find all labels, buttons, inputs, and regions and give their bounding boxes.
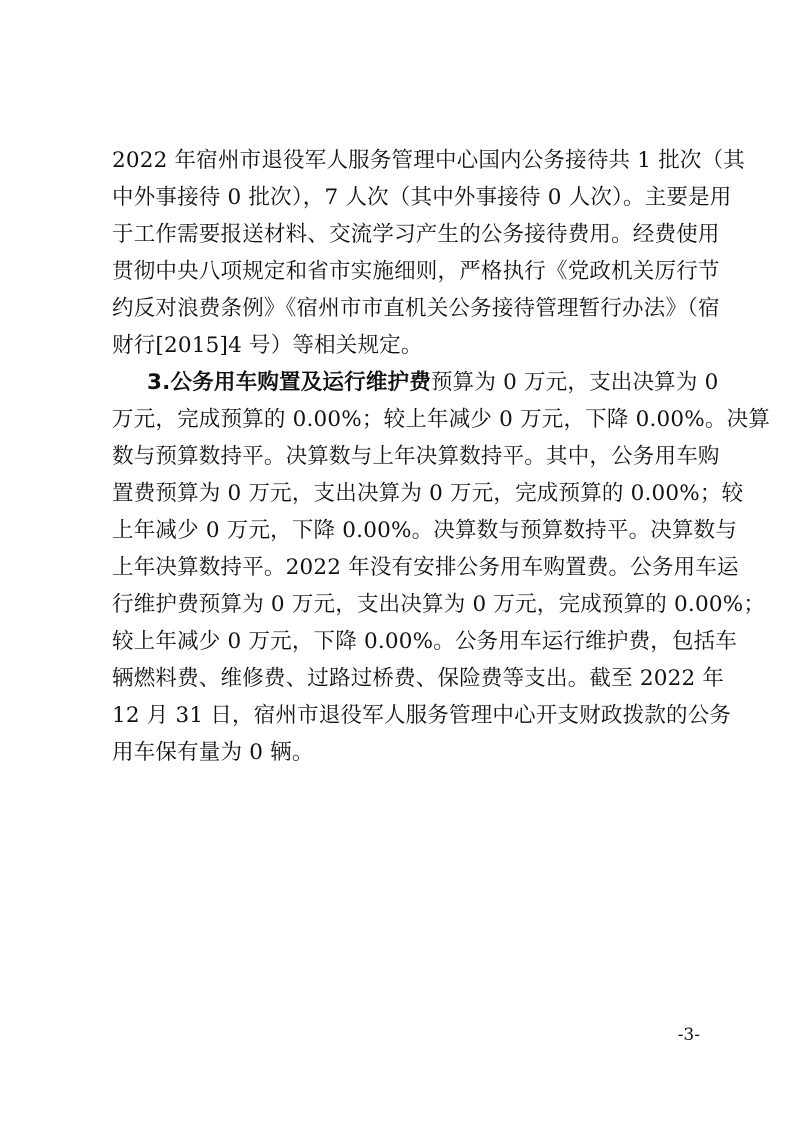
reception-line-5: 约反对浪费条例》《宿州市市直机关公务接待管理暂行办法》（宿 [112, 296, 720, 321]
vehicle-line-2: 万元，完成预算的 0.00%；较上年减少 0 万元，下降 0.00%。决算 [112, 407, 771, 432]
vehicle-line-11: 用车保有量为 0 辆。 [112, 740, 314, 765]
vehicle-line-7: 行维护费预算为 0 万元，支出决算为 0 万元，完成预算的 0.00%； [112, 592, 766, 617]
vehicle-section-heading: 3.公务用车购置及运行维护费 [147, 370, 431, 395]
reception-line-2: 中外事接待 0 批次），7 人次（其中外事接待 0 人次）。主要是用 [112, 185, 732, 210]
reception-line-6: 财行[2015]4 号）等相关规定。 [112, 333, 423, 358]
vehicle-first-line [147, 368, 719, 398]
reception-line-4: 贯彻中央八项规定和省市实施细则，严格执行《党政机关厉行节 [112, 259, 720, 284]
vehicle-line-10: 12 月 31 日，宿州市退役军人服务管理中心开支财政拨款的公务 [112, 703, 732, 728]
reception-line-3: 于工作需要报送材料、交流学习产生的公务接待费用。经费使用 [112, 222, 720, 247]
vehicle-line-4: 置费预算为 0 万元，支出决算为 0 万元，完成预算的 0.00%；较 [112, 481, 744, 506]
vehicle-line-5: 上年减少 0 万元，下降 0.00%。决算数与预算数持平。决算数与 [112, 518, 738, 543]
vehicle-line-8: 较上年减少 0 万元，下降 0.00%。公务用车运行维护费，包括车 [112, 629, 738, 654]
page-number: -3- [677, 1025, 700, 1045]
reception-line-1: 2022 年宿州市退役军人服务管理中心国内公务接待共 1 批次（其 [112, 148, 745, 173]
vehicle-line-9: 辆燃料费、维修费、过路过桥费、保险费等支出。截至 2022 年 [112, 666, 725, 691]
vehicle-line-6: 上年决算数持平。2022 年没有安排公务用车购置费。公务用车运 [112, 555, 739, 580]
vehicle-first-line-text: 预算为 0 万元，支出决算为 0 [430, 370, 719, 395]
vehicle-line-3: 数与预算数持平。决算数与上年决算数持平。其中，公务用车购 [112, 444, 720, 469]
